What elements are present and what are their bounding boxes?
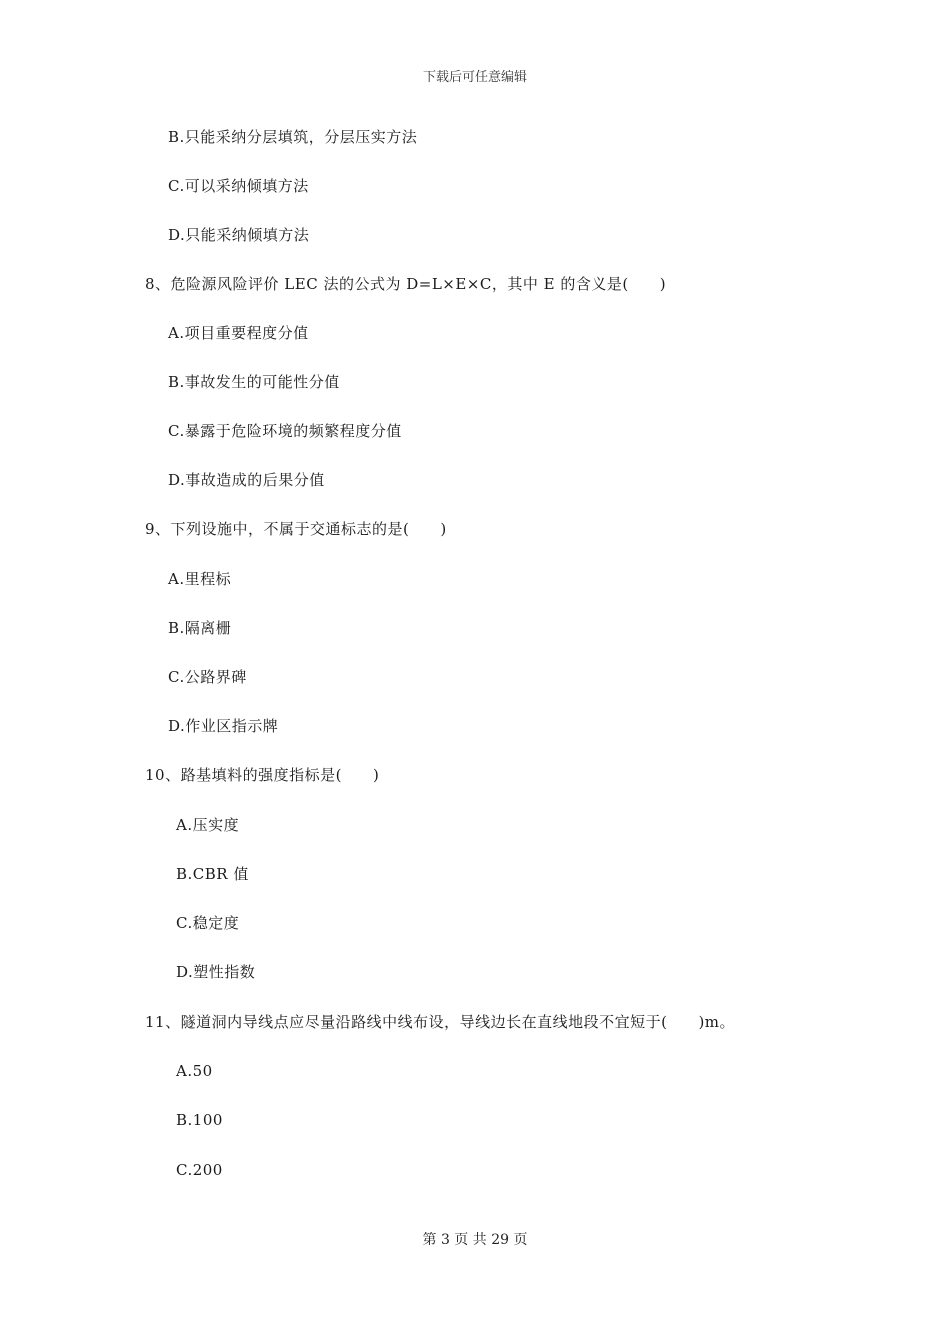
question-10: 10、路基填料的强度指标是( ) xyxy=(145,766,380,784)
option-8-b: B.事故发生的可能性分值 xyxy=(168,373,340,391)
option-9-d: D.作业区指示牌 xyxy=(168,717,279,735)
page-header: 下载后可任意编辑 xyxy=(422,70,527,85)
option-9-a: A.里程标 xyxy=(168,570,232,588)
option-9-c: C.公路界碑 xyxy=(168,668,247,686)
option-11-c: C.200 xyxy=(176,1161,223,1179)
option-10-d: D.塑性指数 xyxy=(176,963,256,981)
question-9: 9、下列设施中，不属于交通标志的是( ) xyxy=(145,520,447,538)
page-footer: 第 3 页 共 29 页 xyxy=(422,1232,528,1248)
option-11-b: B.100 xyxy=(176,1111,223,1129)
option-7-b: B.只能采纳分层填筑，分层压实方法 xyxy=(168,128,418,146)
question-8: 8、危险源风险评价 LEC 法的公式为 D=L×E×C，其中 E 的含义是( ) xyxy=(145,275,667,293)
option-11-a: A.50 xyxy=(176,1062,213,1080)
option-10-b: B.CBR 值 xyxy=(176,865,249,883)
option-8-c: C.暴露于危险环境的频繁程度分值 xyxy=(168,422,402,440)
question-11: 11、隧道洞内导线点应尽量沿路线中线布设，导线边长在直线地段不宜短于( )m。 xyxy=(145,1013,736,1031)
option-10-a: A.压实度 xyxy=(176,816,240,834)
option-10-c: C.稳定度 xyxy=(176,914,240,932)
option-7-d: D.只能采纳倾填方法 xyxy=(168,226,310,244)
option-9-b: B.隔离栅 xyxy=(168,619,232,637)
option-8-a: A.项目重要程度分值 xyxy=(168,324,309,342)
option-7-c: C.可以采纳倾填方法 xyxy=(168,177,309,195)
option-8-d: D.事故造成的后果分值 xyxy=(168,471,325,489)
